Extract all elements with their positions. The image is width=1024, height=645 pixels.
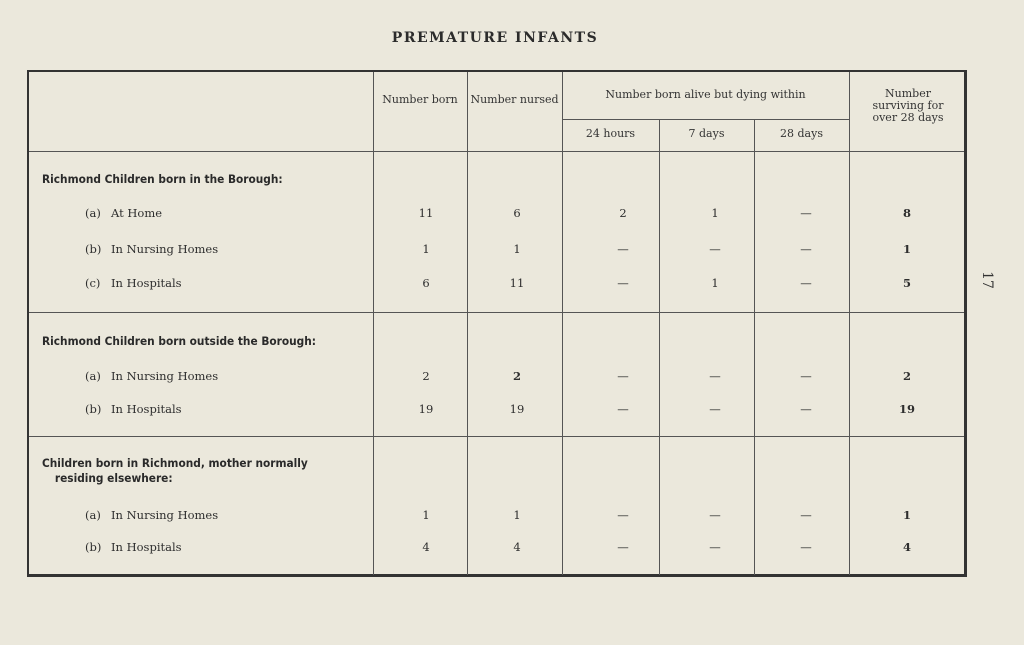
- cell-28d: —: [800, 508, 812, 522]
- cell-born: 19: [418, 402, 434, 416]
- cell-28d: —: [800, 276, 812, 290]
- cell-surviving: 2: [902, 369, 911, 383]
- cell-born: 1: [422, 508, 430, 522]
- cell-7d: 1: [711, 206, 719, 220]
- cell-7d: —: [709, 369, 721, 383]
- row-label: [85, 242, 218, 256]
- column-divider: [562, 72, 563, 575]
- cell-24h: —: [617, 242, 629, 256]
- header-dying-within: Number born alive but dying within: [605, 88, 806, 101]
- column-divider: [754, 120, 755, 575]
- row-label: [85, 508, 218, 522]
- row-text: In Hospitals: [111, 540, 182, 554]
- row-text: In Hospitals: [111, 402, 182, 416]
- row-text: In Nursing Homes: [111, 508, 219, 522]
- section-title: Richmond Children born in the Borough:: [42, 172, 283, 186]
- row-label: [85, 402, 182, 416]
- cell-7d: —: [709, 242, 721, 256]
- cell-born: 6: [422, 276, 430, 290]
- row-text: In Nursing Homes: [111, 369, 219, 383]
- cell-nursed: 1: [513, 242, 521, 256]
- cell-nursed: 11: [509, 276, 525, 290]
- cell-surviving: 8: [902, 206, 911, 220]
- cell-28d: —: [800, 206, 812, 220]
- row-tag: (b): [85, 540, 102, 554]
- header-number-born: Number born: [382, 93, 458, 106]
- row-tag: (a): [85, 369, 101, 383]
- row-tag: (a): [85, 206, 101, 220]
- section-title: [42, 456, 308, 486]
- cell-born: 4: [422, 540, 430, 554]
- cell-surviving: 1: [902, 508, 911, 522]
- cell-born: 1: [422, 242, 430, 256]
- header-24-hours: 24 hours: [585, 127, 636, 140]
- cell-7d: —: [709, 540, 721, 554]
- cell-28d: —: [800, 540, 812, 554]
- column-divider: [467, 72, 468, 575]
- cell-surviving: 1: [902, 242, 911, 256]
- row-label: [85, 369, 218, 383]
- row-tag: (b): [85, 242, 102, 256]
- cell-24h: —: [617, 508, 629, 522]
- cell-24h: 2: [619, 206, 627, 220]
- cell-28d: —: [800, 242, 812, 256]
- row-tag: (a): [85, 508, 101, 522]
- cell-24h: —: [617, 402, 629, 416]
- header-surviving: Number surviving for over 28 days: [872, 87, 944, 124]
- section-divider: [29, 436, 964, 437]
- cell-nursed: 2: [512, 369, 521, 383]
- row-label: [85, 276, 182, 290]
- cell-nursed: 19: [509, 402, 525, 416]
- cell-28d: —: [800, 402, 812, 416]
- cell-nursed: 1: [513, 508, 521, 522]
- column-divider: [849, 72, 850, 575]
- row-tag: (b): [85, 402, 102, 416]
- cell-24h: —: [617, 540, 629, 554]
- header-rule: [29, 151, 964, 152]
- page-number: 17: [978, 271, 995, 289]
- cell-7d: —: [709, 508, 721, 522]
- header-number-nursed: Number nursed: [470, 93, 559, 106]
- row-text: In Hospitals: [111, 276, 182, 290]
- section-divider: [29, 312, 964, 313]
- cell-surviving: 4: [902, 540, 911, 554]
- page-title: PREMATURE INFANTS: [391, 30, 599, 46]
- section-title-line: Children born in Richmond, mother normally: [42, 456, 308, 470]
- row-label: [85, 206, 162, 220]
- cell-24h: —: [617, 369, 629, 383]
- column-divider: [373, 72, 374, 575]
- cell-surviving: 5: [902, 276, 911, 290]
- row-text: At Home: [111, 206, 163, 220]
- header-28-days: 28 days: [780, 127, 823, 140]
- column-divider: [659, 120, 660, 575]
- header-subrule: [562, 119, 849, 120]
- cell-born: 2: [422, 369, 430, 383]
- cell-7d: —: [709, 402, 721, 416]
- row-text: In Nursing Homes: [111, 242, 219, 256]
- section-title-line: residing elsewhere:: [54, 471, 173, 485]
- cell-nursed: 6: [513, 206, 521, 220]
- row-label: [85, 540, 182, 554]
- header-7-days: 7 days: [688, 127, 725, 140]
- section-title: Richmond Children born outside the Borough:: [42, 334, 317, 348]
- data-table: [27, 70, 967, 577]
- cell-7d: 1: [711, 276, 719, 290]
- cell-nursed: 4: [513, 540, 521, 554]
- cell-24h: —: [617, 276, 629, 290]
- row-tag: (c): [85, 276, 101, 290]
- cell-surviving: 19: [898, 402, 915, 416]
- cell-born: 11: [418, 206, 434, 220]
- cell-28d: —: [800, 369, 812, 383]
